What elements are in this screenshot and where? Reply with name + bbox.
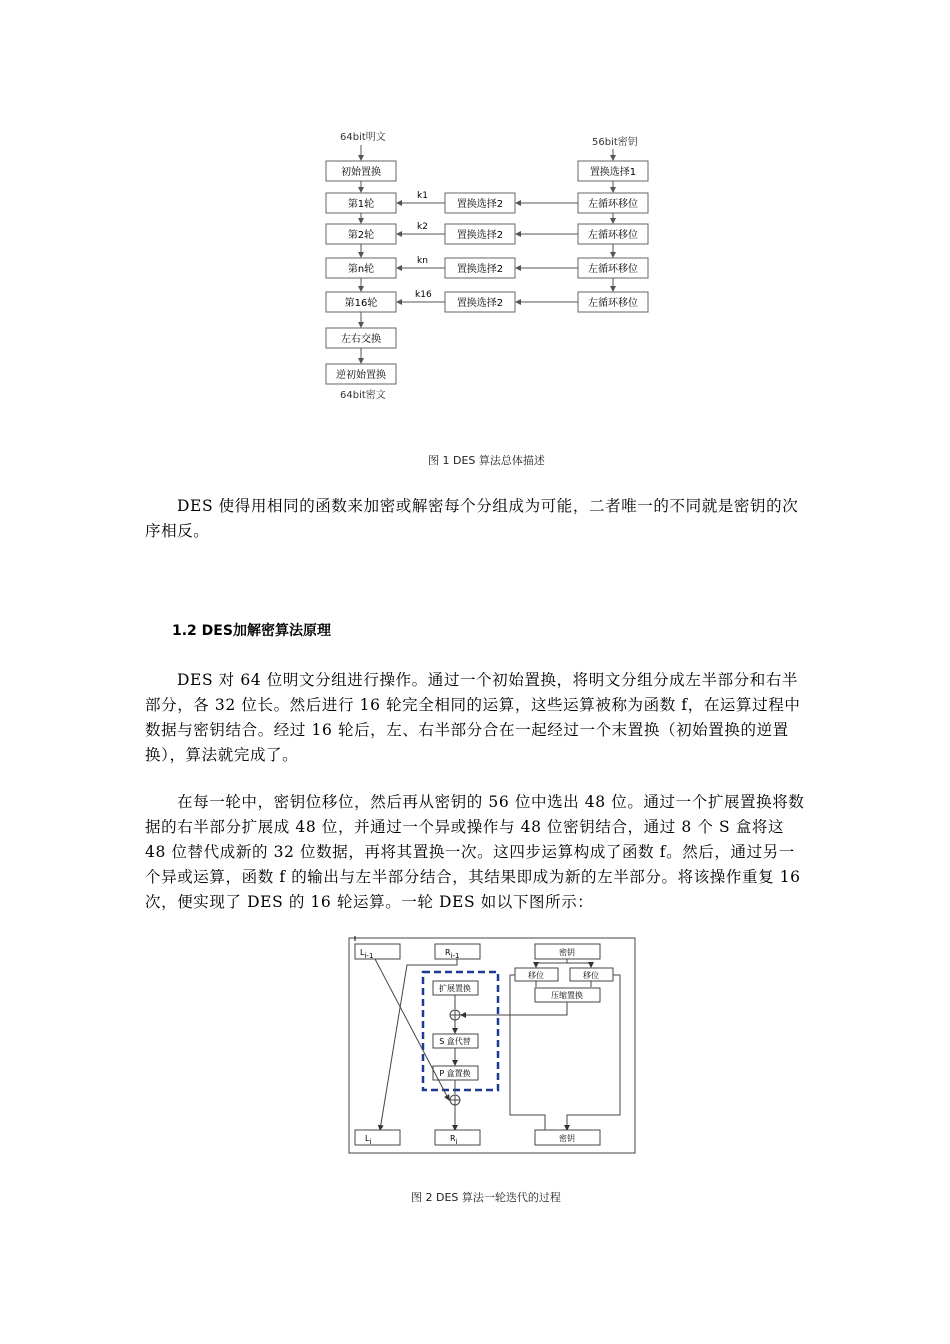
box-shift-1: 左循环移位 [588, 199, 638, 210]
box-round-n: 第n轮 [347, 264, 375, 275]
paragraph-2: DES 对 64 位明文分组进行操作。通过一个初始置换，将明文分组分成左半部分和右半部分，各 32 位长。然后进行 16 轮完全相同的运算，这些运算被称为函数 f，在运算过程中数据与密钥结合。经过 16 轮后，左、右半部分合在一起经过一个末置换（初始置换的逆置换），算法就完成了。 [145, 671, 801, 764]
pbox-label: P 盒置换 [439, 1069, 471, 1078]
sbox-label: S 盒代替 [439, 1037, 471, 1046]
box-pc2-1: 置换选择2 [456, 199, 504, 210]
des-overview-diagram [300, 125, 670, 410]
figure2-caption: 图 2 DES 算法一轮迭代的过程 [411, 1191, 561, 1204]
box-shift-n: 左循环移位 [588, 264, 638, 275]
box-round-16: 第16轮 [344, 298, 378, 309]
expand-label: 扩展置换 [439, 984, 471, 993]
box-pc1: 置换选择1 [589, 167, 637, 178]
r-prev-label: Ri-1 [445, 948, 460, 960]
ciphertext-label: 64bit密文 [340, 390, 386, 401]
key-top-label: 密钥 [559, 948, 575, 957]
left-column [326, 145, 396, 384]
shift-left-label: 移位 [528, 971, 544, 980]
box-swap: 左右交换 [341, 334, 381, 345]
key-label-kn: kn [417, 256, 428, 266]
box-inverse-perm: 逆初始置换 [336, 370, 386, 381]
right-column [516, 149, 648, 312]
key-label-k2: k2 [417, 222, 428, 232]
paragraph-3: 在每一轮中，密钥位移位，然后再从密钥的 56 位中选出 48 位。通过一个扩展置换将数据的右半部分扩展成 48 位，并通过一个异或操作与 48 位密钥结合，通过 8 个 S 盒将这 48 位替代成新的 32 位数据，再将其置换一次。这四步运算构成了函数 f。然后，通过另一个异或运算，函数 f 的输出与左半部分结合，其结果即成为新的左半部分。将该操作重复 16 次，便实现了 DES 的 16 轮运算。一轮 DES 如以下图所示： [145, 793, 805, 911]
figure1-caption: 图 1 DES 算法总体描述 [428, 454, 545, 467]
box-pc2-n: 置换选择2 [456, 264, 504, 275]
paragraph-1: DES 使得用相同的函数来加密或解密每个分组成为可能，二者唯一的不同就是密钥的次序相反。 [145, 497, 799, 540]
box-initial-perm: 初始置换 [341, 167, 381, 178]
des-round-diagram [345, 935, 640, 1157]
shift-right-label: 移位 [583, 971, 599, 980]
box-shift-16: 左循环移位 [588, 298, 638, 309]
l-out-label: Li [365, 1134, 372, 1146]
key-bottom-label: 密钥 [559, 1134, 575, 1143]
figure-des-round [345, 935, 640, 1157]
figure-des-overview [300, 125, 670, 410]
box-round-1: 第1轮 [347, 199, 375, 210]
key-label-k1: k1 [417, 191, 428, 201]
box-round-2: 第2轮 [347, 230, 375, 241]
key-input-label: 56bit密钥 [592, 137, 638, 148]
compress-label: 压缩置换 [551, 991, 583, 1000]
l-prev-label: Li-1 [360, 948, 374, 960]
box-pc2-2: 置换选择2 [456, 230, 504, 241]
middle-column [397, 191, 515, 312]
box-shift-2: 左循环移位 [588, 230, 638, 241]
plaintext-label: 64bit明文 [340, 132, 386, 143]
box-pc2-16: 置换选择2 [456, 298, 504, 309]
r-out-label: Ri [450, 1134, 458, 1146]
key-label-k16: k16 [415, 290, 432, 300]
section-heading: 1.2 DES加解密算法原理 [172, 623, 331, 639]
